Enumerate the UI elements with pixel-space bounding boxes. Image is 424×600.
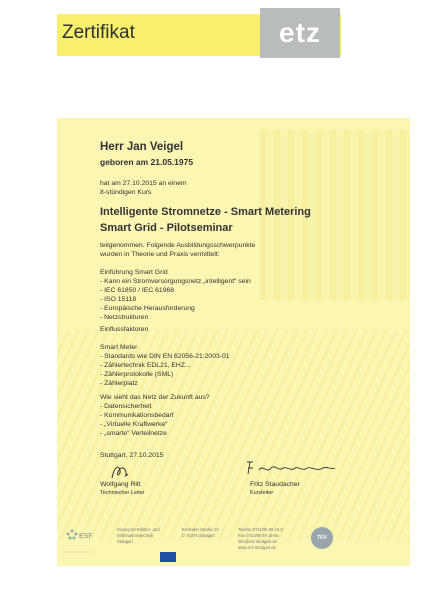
etz-logo: etz — [260, 8, 340, 58]
body-line: wurden in Theorie und Praxis vermittelt: — [100, 251, 220, 258]
recipient-birthdate: geboren am 21.05.1975 — [100, 157, 194, 167]
course-title-line1: Intelligente Stromnetze - Smart Metering — [100, 206, 311, 218]
esf-logo — [60, 526, 95, 556]
body-line: - IEC 61850 / IEC 61968 — [100, 287, 175, 294]
signature-right — [243, 458, 338, 478]
body-line: - Zählerplatz — [100, 380, 138, 387]
footer-col1-line: Innung für Elektro- und — [117, 527, 160, 532]
footer-col2-line: D 70376 Stuttgart — [182, 533, 215, 538]
footer-col2-line: Krefelder Straße 12 — [182, 527, 219, 532]
body-line: - Standards wie DIN EN 62056-21:2003-01 — [100, 353, 230, 360]
footer-col1-line: Informationstechnik — [117, 533, 154, 538]
footer-col3-line: Fax 0711/95 59 16-55 — [238, 533, 279, 538]
place-date: Stuttgart, 27.10.2015 — [100, 452, 164, 459]
recipient-name: Herr Jan Veigel — [100, 141, 184, 153]
footer-col1-line: Stuttgart — [117, 539, 133, 544]
tuv-certification-badge: TÜV — [311, 527, 333, 549]
body-line: - Zählertechnik EDL21, EHZ... — [100, 362, 191, 369]
body-line: - ISO 15118 — [100, 296, 137, 303]
body-line: teilgenommen. Folgende Ausbildungsschwerpunkte — [100, 242, 256, 249]
body-line: Smart Meter — [100, 344, 138, 351]
esf-label: ESF — [79, 533, 93, 540]
course-date-line: hat am 27.10.2015 an einem — [100, 180, 187, 187]
signatory-left-name: Wolfgang Ritt — [100, 481, 141, 488]
body-line: - Netzstrukturen — [100, 314, 149, 321]
body-line: - Kann ein Stromversorgungsnetz „intelligent“ sein — [100, 278, 251, 285]
course-title-line2: Smart Grid - Pilotseminar — [100, 222, 233, 234]
body-line: - Zählerprotokolle (SML) — [100, 371, 174, 378]
body-line: - Kommunikationsbedarf — [100, 412, 174, 419]
footer-col3-line: Telefon 0711/95 59 16-0 — [238, 527, 283, 532]
signatory-right-name: Fritz Staudacher — [250, 481, 300, 488]
certificate-title: Zertifikat — [62, 22, 135, 43]
body-line: - Datensicherheit — [100, 403, 152, 410]
eu-flag-icon — [160, 552, 176, 562]
body-line: Wie sieht das Netz der Zukunft aus? — [100, 394, 210, 401]
body-line: Einführung Smart Grid — [100, 269, 168, 276]
body-line: - „Virtuelle Kraftwerke“ — [100, 421, 168, 428]
footer-col3-line: info@etz-stuttgart.de — [238, 539, 277, 544]
body-line: Einflussfaktoren — [100, 326, 149, 333]
signatory-left-role: Technischer Leiter — [100, 490, 145, 496]
body-line: - Europäische Herausforderung — [100, 305, 195, 312]
body-line: - „smarte“ Verteilnetze — [100, 430, 167, 437]
course-duration-line: 8-stündigen Kurs — [100, 189, 152, 196]
footer-col3-line: www.etz-stuttgart.de — [238, 545, 276, 550]
signature-left — [108, 460, 132, 482]
signatory-right-role: Kursleiter — [250, 490, 274, 496]
